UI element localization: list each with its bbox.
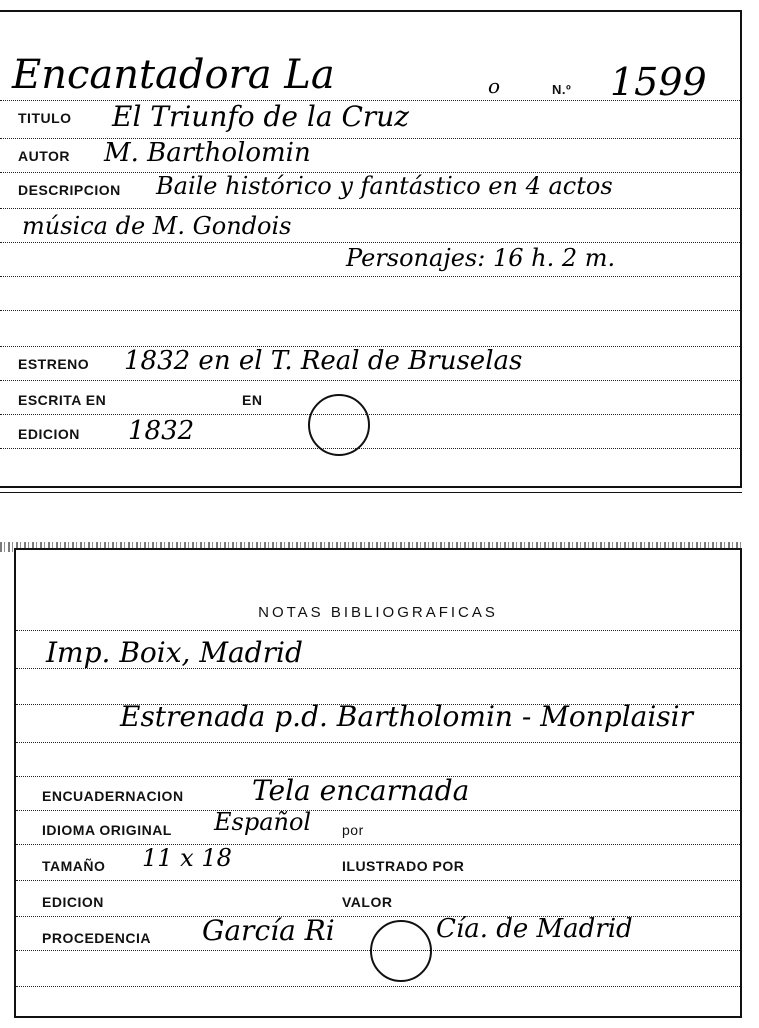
- edicion-label: EDICION: [18, 426, 80, 442]
- catalog-card-bottom: [14, 548, 742, 1018]
- ruled-line: [0, 414, 740, 415]
- por-label: por: [342, 822, 364, 838]
- ruled-line: [0, 448, 740, 449]
- ruled-line: [0, 242, 740, 243]
- ruled-line: [16, 880, 740, 881]
- card-separator: [0, 492, 742, 493]
- library-stamp: [370, 920, 432, 982]
- notas-line-1: Imp. Boix, Madrid: [46, 636, 303, 669]
- estreno-value: 1832 en el T. Real de Bruselas: [124, 346, 523, 376]
- ruled-line: [16, 986, 740, 987]
- circle-mark: o: [488, 74, 501, 98]
- number-label: N.º: [552, 82, 572, 97]
- ruled-line: [0, 208, 740, 209]
- procedencia-label: PROCEDENCIA: [42, 930, 151, 946]
- ruled-line: [0, 276, 740, 277]
- ruled-line: [16, 630, 740, 631]
- procedencia-value: García Ri: [202, 914, 335, 947]
- ruled-line: [16, 844, 740, 845]
- descripcion-value-2: música de M. Gondois: [22, 212, 292, 240]
- tamano-label: TAMAÑO: [42, 858, 106, 874]
- tamano-value: 11 x 18: [142, 844, 232, 872]
- titulo-value: El Triunfo de la Cruz: [112, 100, 410, 133]
- library-stamp: [308, 394, 370, 456]
- notas-header: NOTAS BIBLIOGRAFICAS: [258, 604, 498, 621]
- ilustrado-label: ILUSTRADO POR: [342, 858, 465, 874]
- procedencia-value-2: Cía. de Madrid: [436, 914, 633, 944]
- valor-label: VALOR: [342, 894, 393, 910]
- autor-value: M. Bartholomin: [104, 138, 311, 168]
- ruled-line: [16, 742, 740, 743]
- edicion-label-bottom: EDICION: [42, 894, 104, 910]
- autor-label: AUTOR: [18, 148, 71, 164]
- descripcion-label: DESCRIPCION: [18, 182, 121, 198]
- personajes-value: Personajes: 16 h. 2 m.: [346, 244, 616, 272]
- idioma-label: IDIOMA ORIGINAL: [42, 822, 172, 838]
- descripcion-value-1: Baile histórico y fantástico en 4 actos: [156, 172, 613, 200]
- idioma-value: Español: [214, 808, 312, 836]
- en-label: EN: [242, 392, 263, 408]
- ruled-line: [0, 380, 740, 381]
- encuadernacion-value: Tela encarnada: [252, 774, 470, 807]
- card-title: Encantadora La: [12, 52, 335, 98]
- estreno-label: ESTRENO: [18, 356, 90, 372]
- ruled-line: [0, 310, 740, 311]
- notas-line-2: Estrenada p.d. Bartholomin - Monplaisir: [120, 700, 694, 733]
- catalog-card-top: [0, 10, 742, 488]
- catalog-number: 1599: [610, 60, 707, 104]
- encuadernacion-label: ENCUADERNACION: [42, 788, 184, 804]
- ruled-line: [16, 810, 740, 811]
- titulo-label: TITULO: [18, 110, 72, 126]
- edicion-value: 1832: [128, 416, 195, 446]
- escrita-en-label: ESCRITA EN: [18, 392, 107, 408]
